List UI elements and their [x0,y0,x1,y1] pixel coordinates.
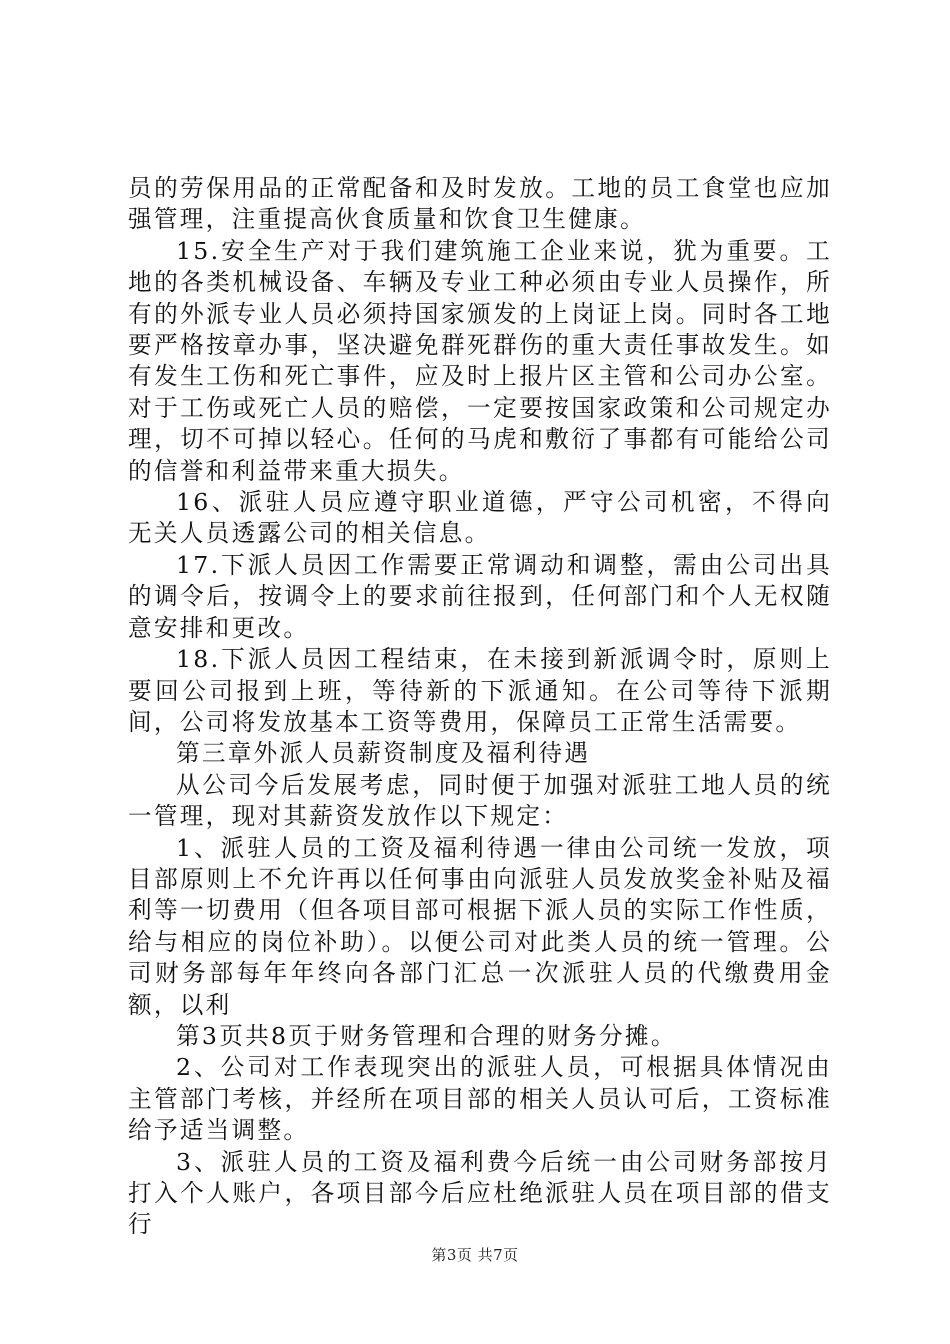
paragraph-rule-2: 2、公司对工作表现突出的派驻人员，可根据具体情况由主管部门考核，并经所在项目部的相关人员认可后，工资标准给予适当调整。 [128,1053,832,1145]
page-number-footer: 第3页 共7页 [431,1246,519,1264]
paragraph-page-break-text: 第3页共8页于财务管理和合理的财务分摊。 [176,1021,677,1050]
paragraph-item-16: 16、派驻人员应遵守职业道德，严守公司机密，不得向无关人员透露公司的相关信息。 [128,488,832,548]
paragraph-item-18: 18.下派人员因工程结束，在未接到新派调令时，原则上要回公司报到上班，等待新的下派通知。在公司等待下派期间，公司将发放基本工资等费用，保障员工正常生活需要。 [128,645,832,736]
paragraph-rule-3: 3、派驻人员的工资及福利费今后统一由公司财务部按月打入个人账户，各项目部今后应杜绝派驻人员在项目部的借支行 [128,1147,832,1239]
paragraph-continuation: 员的劳保用品的正常配备和及时发放。工地的员工食堂也应加强管理，注重提高伙食质量和饮食卫生健康。 [128,174,832,234]
paragraph-rule-1: 1、派驻人员的工资及福利待遇一律由公司统一发放，项目部原则上不允许再以任何事由向派驻人员发放奖金补贴及福利等一切费用（但各项目部可根据下派人员的实际工作性质，给与相应的岗位补助）。以便公司对此类人员的统一管理。公司财务部每年年终向各部门汇总一次派驻人员的代缴费用金额，以利 [128,833,832,1019]
document-body [128,173,832,1241]
chapter-heading: 第三章外派人员薪资制度及福利待遇 [176,739,591,768]
paragraph-item-15: 15.安全生产对于我们建筑施工企业来说，犹为重要。工地的各类机械设备、车辆及专业工种必须由专业人员操作，所有的外派专业人员必须持国家颁发的上岗证上岗。同时各工地要严格按章办事，坚决避免群死群伤的重大责任事故发生。如有发生工伤和死亡事件，应及时上报片区主管和公司办公室。对于工伤或死亡人员的赔偿，一定要按国家政策和公司规定办理，切不可掉以轻心。任何的马虎和敷衍了事都有可能给公司的信誉和利益带来重大损失。 [128,236,832,485]
paragraph-intro: 从公司今后发展考虑，同时便于加强对派驻工地人员的统一管理，现对其薪资发放作以下规定： [128,770,832,831]
paragraph-item-17: 17.下派人员因工作需要正常调动和调整，需由公司出具的调令后，按调令上的要求前往报到，任何部门和个人无权随意安排和更改。 [128,550,832,642]
